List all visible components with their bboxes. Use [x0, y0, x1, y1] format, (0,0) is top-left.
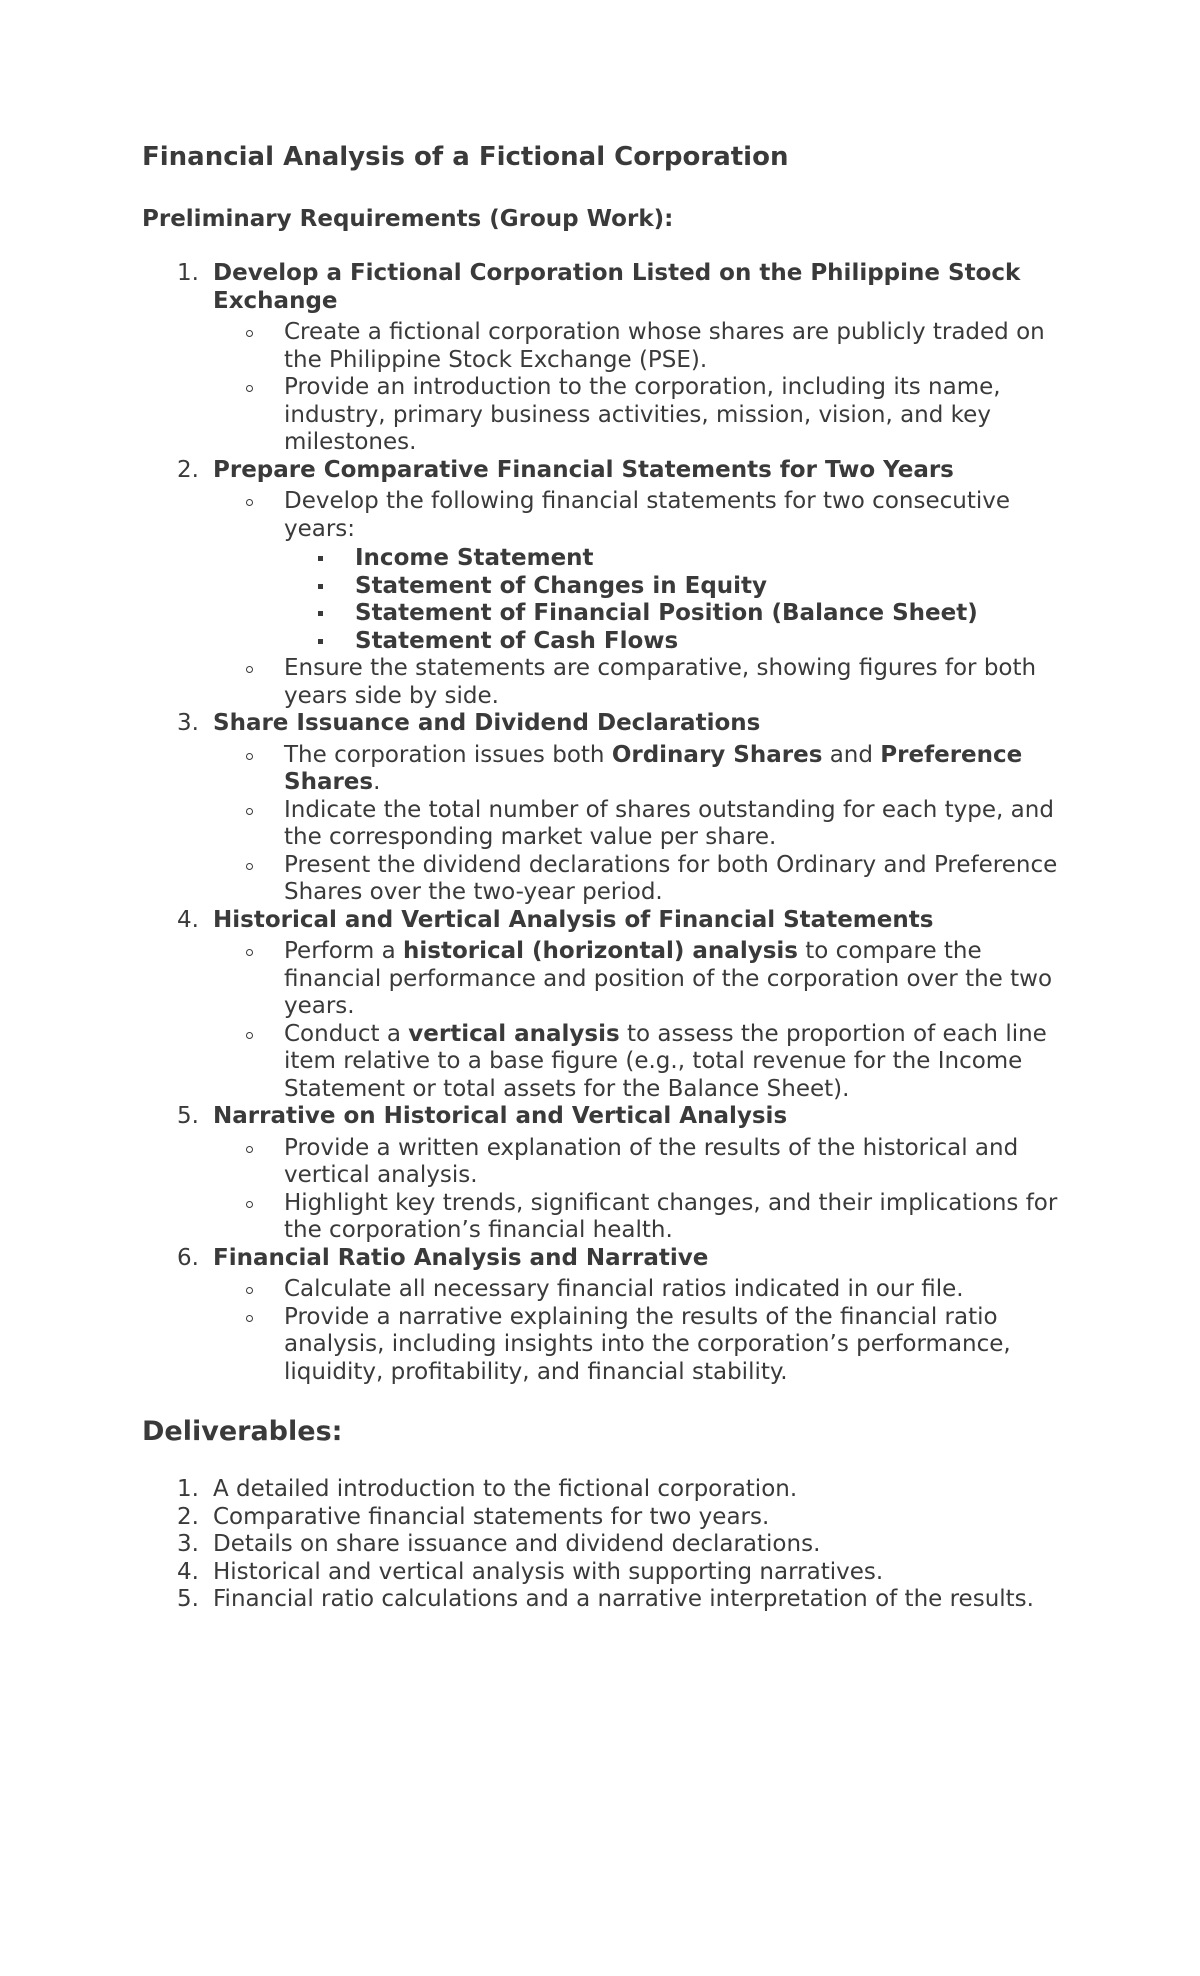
point-text: Provide a narrative explaining the results of the financial ratio analysis, including insights into the corporation’s performance, liquidity, profitability, and financial stability. — [284, 1303, 1011, 1385]
circle-bullet-icon — [246, 1146, 253, 1153]
requirements-list — [142, 260, 1062, 1386]
requirement-point — [213, 1021, 1062, 1104]
requirement-item-6 — [142, 1245, 1062, 1387]
deliverable-item — [142, 1586, 1062, 1614]
deliverable-text: Historical and vertical analysis with supporting narratives. — [213, 1558, 884, 1585]
point-text: Calculate all necessary financial ratios indicated in our file. — [284, 1276, 964, 1302]
requirement-points — [213, 938, 1062, 1103]
preference-shares-emphasis: Preference Shares — [284, 741, 1023, 795]
deliverables-heading: Deliverables: — [142, 1416, 343, 1447]
point-text-mid: and — [822, 741, 881, 768]
document-content — [142, 138, 1062, 1614]
deliverable-number: 1. — [177, 1476, 199, 1502]
point-text: Present the dividend declarations for both Ordinary and Preference Shares over the two-year period. — [284, 851, 1058, 905]
statement-list — [284, 545, 1062, 655]
statement-item — [284, 573, 1062, 601]
requirement-point — [213, 1276, 1062, 1304]
requirement-number: 3. — [177, 710, 199, 736]
ordinary-shares-emphasis: Ordinary Shares — [611, 741, 823, 768]
point-text-suffix: to assess the proportion of each line item relative to a base figure (e.g., total revenue for the Income Statement or total assets for the Balance Sheet). — [284, 1020, 1047, 1102]
statement-text: Statement of Changes in Equity — [355, 572, 768, 599]
circle-bullet-icon — [246, 808, 253, 815]
requirement-point — [213, 1135, 1062, 1190]
requirement-item-1 — [142, 260, 1062, 457]
point-text-prefix: Perform a — [284, 938, 403, 964]
requirement-point — [213, 488, 1062, 655]
preliminary-heading: Preliminary Requirements (Group Work): — [142, 206, 674, 232]
circle-bullet-icon — [246, 753, 253, 760]
point-text-suffix: . — [373, 769, 381, 795]
requirement-item-5 — [142, 1103, 1062, 1245]
requirement-points — [213, 1135, 1062, 1245]
deliverable-number: 5. — [177, 1586, 199, 1612]
point-text: Indicate the total number of shares outstanding for each type, and the corresponding market value per share. — [284, 796, 1054, 850]
circle-bullet-icon — [246, 1315, 253, 1322]
requirement-points — [213, 488, 1062, 710]
deliverable-text: Financial ratio calculations and a narrative interpretation of the results. — [213, 1586, 1034, 1612]
point-text: Develop the following financial statements for two consecutive years: — [284, 488, 1011, 542]
requirement-title: Financial Ratio Analysis and Narrative — [213, 1244, 709, 1271]
circle-bullet-icon — [246, 499, 253, 506]
deliverable-text: Details on share issuance and dividend declarations. — [213, 1531, 821, 1557]
deliverable-text: Comparative financial statements for two years. — [213, 1503, 770, 1530]
requirement-points — [213, 319, 1062, 457]
square-bullet-icon — [318, 639, 323, 644]
requirement-title: Prepare Comparative Financial Statements for Two Years — [213, 456, 954, 483]
circle-bullet-icon — [246, 949, 253, 956]
deliverable-item — [142, 1531, 1062, 1559]
requirement-item-3 — [142, 710, 1062, 907]
deliverable-number: 4. — [177, 1558, 199, 1585]
circle-bullet-icon — [246, 666, 253, 673]
point-text-prefix: The corporation issues both — [284, 741, 612, 768]
requirement-point — [213, 655, 1062, 710]
point-text-suffix: to compare the financial performance and position of the corporation over the two years. — [284, 938, 1053, 1019]
requirement-number: 1. — [177, 260, 199, 286]
statement-item — [284, 545, 1062, 573]
statement-text: Income Statement — [355, 545, 594, 571]
requirement-number: 4. — [177, 906, 199, 933]
requirement-item-2 — [142, 457, 1062, 711]
square-bullet-icon — [318, 556, 323, 561]
deliverable-number: 2. — [177, 1503, 199, 1530]
square-bullet-icon — [318, 584, 323, 589]
requirement-number: 2. — [177, 456, 199, 483]
requirement-point — [213, 1304, 1062, 1387]
requirement-point — [213, 374, 1062, 457]
requirement-point — [213, 852, 1062, 907]
requirement-title: Develop a Fictional Corporation Listed on the Philippine Stock Exchange — [213, 260, 1021, 314]
requirement-point — [213, 319, 1062, 374]
deliverable-number: 3. — [177, 1531, 199, 1557]
requirement-title: Share Issuance and Dividend Declarations — [213, 710, 761, 736]
circle-bullet-icon — [246, 330, 253, 337]
deliverable-item — [142, 1559, 1062, 1587]
statement-text: Statement of Cash Flows — [355, 627, 679, 654]
requirement-point — [213, 938, 1062, 1021]
point-text-prefix: Conduct a — [284, 1020, 409, 1047]
requirement-point — [213, 797, 1062, 852]
point-text: Ensure the statements are comparative, showing figures for both years side by side. — [284, 655, 1037, 709]
statement-item — [284, 628, 1062, 656]
point-text: Provide a written explanation of the results of the historical and vertical analysis. — [284, 1134, 1019, 1188]
requirement-points — [213, 1276, 1062, 1386]
circle-bullet-icon — [246, 385, 253, 392]
deliverable-text: A detailed introduction to the fictional corporation. — [213, 1476, 798, 1502]
deliverable-item — [142, 1504, 1062, 1532]
circle-bullet-icon — [246, 863, 253, 870]
requirement-title: Historical and Vertical Analysis of Financial Statements — [213, 906, 934, 933]
horizontal-analysis-emphasis: historical (horizontal) analysis — [403, 938, 798, 964]
statement-text: Statement of Financial Position (Balance Sheet) — [355, 600, 978, 626]
document-title: Financial Analysis of a Fictional Corporation — [142, 142, 789, 172]
requirement-item-4 — [142, 907, 1062, 1104]
statement-item — [284, 600, 1062, 628]
requirement-title: Narrative on Historical and Vertical Analysis — [213, 1103, 788, 1129]
requirement-point — [213, 742, 1062, 797]
circle-bullet-icon — [246, 1201, 253, 1208]
point-text: Create a fictional corporation whose shares are publicly traded on the Philippine Stock Exchange (PSE). — [284, 319, 1045, 373]
requirement-number: 5. — [177, 1103, 199, 1129]
requirement-points — [213, 742, 1062, 907]
requirement-number: 6. — [177, 1244, 199, 1271]
requirement-point — [213, 1190, 1062, 1245]
point-text: Highlight key trends, significant changes, and their implications for the corporation’s financial health. — [284, 1189, 1058, 1243]
circle-bullet-icon — [246, 1287, 253, 1294]
deliverable-item — [142, 1476, 1062, 1504]
point-text: Provide an introduction to the corporation, including its name, industry, primary business activities, mission, vision, and key milestones. — [284, 374, 1001, 455]
vertical-analysis-emphasis: vertical analysis — [408, 1020, 620, 1047]
deliverables-list — [142, 1476, 1062, 1614]
circle-bullet-icon — [246, 1032, 253, 1039]
square-bullet-icon — [318, 611, 323, 616]
